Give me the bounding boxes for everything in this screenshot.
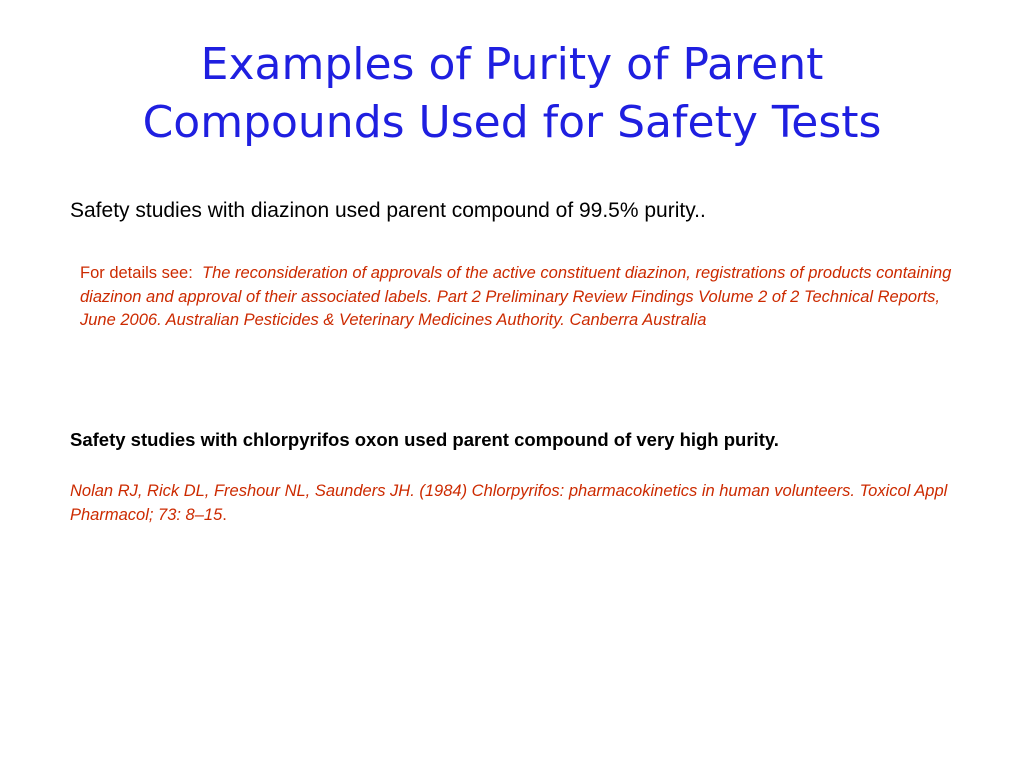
- slide-title-line-2: Compounds Used for Safety Tests: [142, 97, 882, 148]
- diazinon-citation: [80, 262, 970, 333]
- chlorpyrifos-citation-end: .: [222, 505, 227, 524]
- diazinon-statement: Safety studies with diazinon used parent compound of 99.5% purity..: [70, 199, 706, 222]
- chlorpyrifos-statement: Safety studies with chlorpyrifos oxon used parent compound of very high purity.: [70, 429, 779, 450]
- slide-title: [0, 36, 1024, 152]
- chlorpyrifos-citation: [70, 480, 970, 527]
- slide-title-line-1: Examples of Purity of Parent: [200, 39, 824, 90]
- diazinon-citation-prefix: For details see:: [80, 264, 193, 282]
- chlorpyrifos-citation-reference: Nolan RJ, Rick DL, Freshour NL, Saunders JH. (1984) Chlorpyrifos: pharmacokinetics in human volunteers. Toxicol Appl Pharmacol; 73: 8–15: [70, 482, 948, 524]
- diazinon-citation-reference: The reconsideration of approvals of the active constituent diazinon, registrations of products containing diazinon and approval of their associated labels. Part 2 Preliminary Review Findings Volume 2 of 2 Technical Reports, June 2006. Australian Pesticides & Veterinary Medicines Authority. Canberra Australia: [80, 264, 952, 329]
